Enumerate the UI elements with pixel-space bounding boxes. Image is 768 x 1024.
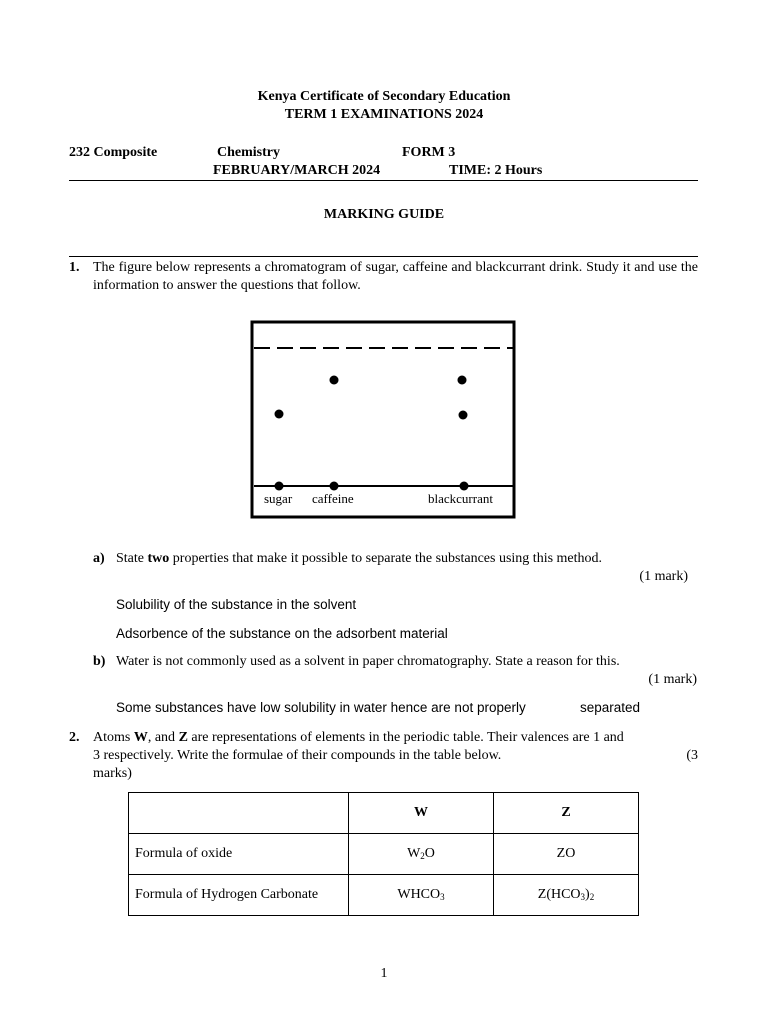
column-z-header: Z [494, 793, 639, 834]
caffeine-label: caffeine [312, 491, 354, 506]
q2-text: Atoms W, and Z are representations of elements in the periodic table. Their valences are 1 and 3 respectively. Write the formulae of their compounds in the table below. [93, 730, 624, 763]
q1-text: The figure below represents a chromatogram of sugar, caffeine and blackcurrant drink. Study it and use the information to answer the questions that follow. [93, 260, 698, 293]
q1b-text: Water is not commonly used as a solvent in paper chromatography. State a reason for this. [116, 654, 620, 669]
blackcurrant-origin-spot [460, 482, 469, 491]
w-oxide-formula: $W_2O$ [349, 834, 494, 875]
column-w-header: W [349, 793, 494, 834]
subject-name: Chemistry [217, 145, 280, 160]
header-rule [69, 180, 698, 181]
z-hydrogen-carbonate-formula: $Z(HCO_3)_2$ [494, 875, 639, 916]
q1b-answer-part2: separated [580, 700, 641, 715]
q2-marks-close: marks) [93, 766, 132, 781]
exam-term-title: TERM 1 EXAMINATIONS 2024 [284, 107, 484, 122]
q1b-answer-part1: Some substances have low solubility in water hence are not properly [116, 700, 526, 715]
row-oxide-label: Formula of oxide [129, 834, 349, 875]
table-header-row [129, 793, 639, 834]
blackcurrant-label: blackcurrant [428, 491, 493, 506]
q1a-marks: (1 mark) [639, 569, 688, 584]
q1-number: 1. [69, 260, 80, 275]
table-row [129, 834, 639, 875]
caffeine-origin-spot [330, 482, 339, 491]
table-corner-cell [129, 793, 349, 834]
exam-body-title: Kenya Certificate of Secondary Education [257, 89, 511, 104]
blackcurrant-spot-lower [459, 411, 468, 420]
blackcurrant-spot-upper [458, 376, 467, 385]
paper-code: 232 Composite [69, 145, 158, 160]
row-hydrogen-carbonate-label: Formula of Hydrogen Carbonate [129, 875, 349, 916]
q2-number: 2. [69, 730, 80, 745]
sugar-origin-spot [275, 482, 284, 491]
formula-table [128, 792, 639, 916]
q1a-text: State two properties that make it possible to separate the substances using this method. [116, 551, 603, 566]
chromatogram-border [252, 322, 514, 517]
q1a-label: a) [93, 551, 105, 566]
section-rule [69, 256, 698, 257]
sugar-spot [275, 410, 284, 419]
caffeine-spot [330, 376, 339, 385]
marking-guide-title: MARKING GUIDE [323, 207, 445, 222]
form-level: FORM 3 [402, 145, 456, 160]
q1a-answer-2: Adsorbence of the substance on the adsorbent material [116, 626, 448, 641]
chromatogram-figure [250, 320, 518, 520]
table-row [129, 875, 639, 916]
exam-time: TIME: 2 Hours [449, 163, 543, 178]
q2-marks-open: (3 [686, 748, 698, 763]
q1b-marks: (1 mark) [648, 672, 697, 687]
sugar-label: sugar [264, 491, 293, 506]
q1a-answer-1: Solubility of the substance in the solvent [116, 597, 357, 612]
w-hydrogen-carbonate-formula: $WHCO_3$ [349, 875, 494, 916]
exam-session: FEBRUARY/MARCH 2024 [213, 163, 381, 178]
q1b-label: b) [93, 654, 106, 669]
page-number: 1 [380, 966, 388, 981]
z-oxide-formula: ZO [494, 834, 639, 875]
